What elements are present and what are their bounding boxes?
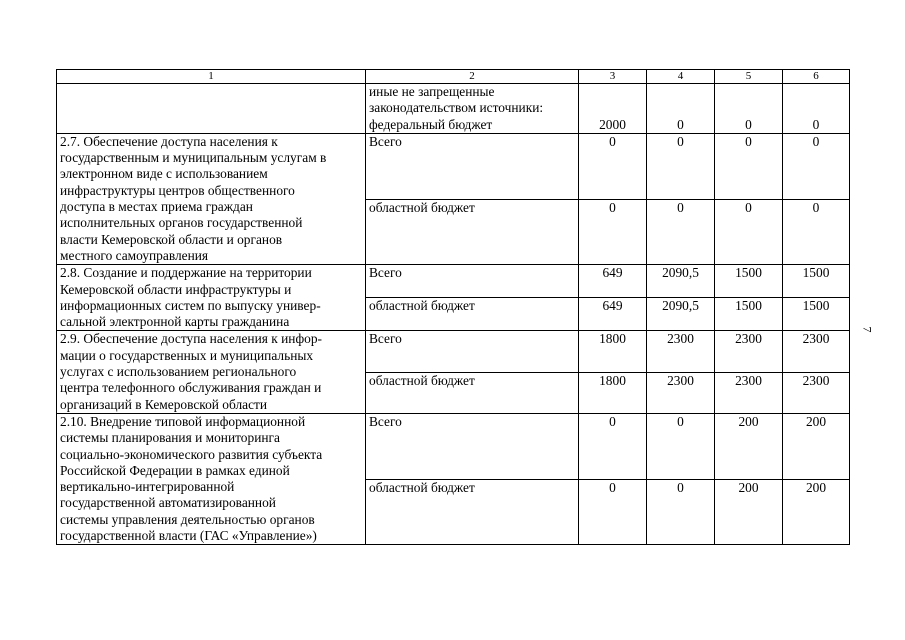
description-line: 2.9. Обеспечение доступа населения к инфор- [60,331,322,347]
value-cell: 0 [579,479,647,545]
value-cell: 0 [783,199,850,265]
header-cell: 5 [715,70,783,84]
description-line: инфраструктуры центров общественного [60,182,295,198]
value-cell: 2300 [783,372,850,413]
value-cell: 2000 [579,84,647,134]
rows-body [57,133,850,544]
value-cell: 0 [579,413,647,479]
value-cell: 0 [715,133,783,199]
description-line: власти Кемеровской области и органов [60,231,283,247]
value-cell: 0 [647,84,715,134]
description-line: мации о государственных и муниципальных [60,347,314,363]
value-cell: 1800 [579,331,647,372]
value-cell: 2090,5 [647,298,715,331]
description-line: государственным и муниципальным услугам в [60,150,327,166]
description-line: государственной автоматизированной [60,495,276,511]
value-cell: 200 [715,479,783,545]
value-cell: 0 [715,84,783,134]
value-cell: 649 [579,298,647,331]
header-row [57,70,850,84]
continuation-row [57,84,850,134]
value-cell: 0 [579,199,647,265]
value-cell: 200 [715,413,783,479]
item-description [57,413,366,544]
value-cell: 2300 [715,331,783,372]
total-label: Всего [366,413,579,479]
continuation-desc [57,84,366,134]
value-cell: 1500 [783,265,850,298]
source-line: федеральный бюджет [369,116,493,132]
description-line: системы планирования и мониторинга [60,430,280,446]
value-cell: 0 [715,199,783,265]
header-cell: 6 [783,70,850,84]
value-cell: 0 [647,133,715,199]
value-cell: 2300 [783,331,850,372]
item-description [57,265,366,331]
description-line: информационных систем по выпуску универ- [60,297,321,313]
value-cell: 0 [647,479,715,545]
value-cell: 1500 [715,298,783,331]
description-line: Российской Федерации в рамках единой [60,462,290,478]
description-line: доступа в местах приема граждан [60,199,253,215]
description-line: электронном виде с использованием [60,166,268,182]
total-label: Всего [366,133,579,199]
description-line: центра телефонного обслуживания граждан и [60,380,322,396]
description-line: исполнительных органов государственной [60,215,303,231]
description-line: 2.8. Создание и поддержание на территории [60,265,312,281]
description-line: организаций в Кемеровской области [60,396,268,412]
value-cell: 2300 [647,331,715,372]
value-cell: 2300 [715,372,783,413]
item-description [57,133,366,264]
table-row-total [57,265,850,298]
source-line: иные не запрещенные [369,84,495,99]
value-cell: 2300 [647,372,715,413]
description-line: местного самоуправления [60,247,209,263]
budget-label: областной бюджет [366,372,579,413]
table-row-total [57,331,850,372]
budget-table [56,69,850,545]
value-cell: 0 [783,84,850,134]
value-cell: 649 [579,265,647,298]
table-row-total [57,413,850,479]
budget-label: областной бюджет [366,479,579,545]
header-cell: 4 [647,70,715,84]
total-label: Всего [366,331,579,372]
value-cell: 1500 [783,298,850,331]
description-line: системы управления деятельностью органов [60,511,315,527]
header-cell: 3 [579,70,647,84]
header-cell: 1 [57,70,366,84]
value-cell: 0 [647,413,715,479]
value-cell: 0 [647,199,715,265]
total-label: Всего [366,265,579,298]
value-cell: 0 [783,133,850,199]
value-cell: 0 [579,133,647,199]
page-number: 7 [860,326,875,333]
description-line: 2.7. Обеспечение доступа населения к [60,133,278,149]
budget-label: областной бюджет [366,298,579,331]
value-cell: 200 [783,479,850,545]
value-cell: 2090,5 [647,265,715,298]
value-cell: 1800 [579,372,647,413]
source-line: законодательством источники: [369,100,544,116]
value-cell: 1500 [715,265,783,298]
header-cell: 2 [366,70,579,84]
description-line: социально-экономического развития субъекта [60,446,323,462]
item-description [57,331,366,413]
description-line: сальной электронной карты гражданина [60,314,290,330]
continuation-source [366,84,579,134]
description-line: вертикально-интегрированной [60,479,235,495]
description-line: Кемеровской области инфраструктуры и [60,281,292,297]
description-line: 2.10. Внедрение типовой информационной [60,413,306,429]
value-cell: 200 [783,413,850,479]
table-row-total [57,133,850,199]
budget-label: областной бюджет [366,199,579,265]
description-line: услугах с использованием регионального [60,364,297,380]
description-line: государственной власти (ГАС «Управление») [60,528,317,544]
